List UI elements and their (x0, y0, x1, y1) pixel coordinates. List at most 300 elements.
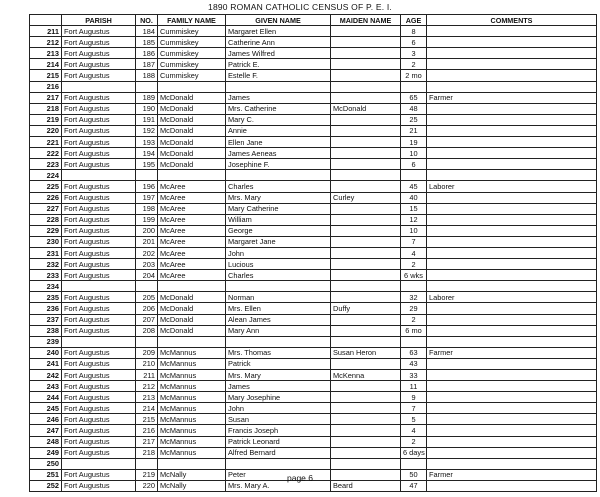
cell-age: 48 (401, 103, 427, 114)
table-row (30, 92, 597, 103)
cell-given-name: Alean James (226, 314, 331, 325)
cell-age: 6 wks (401, 270, 427, 281)
cell-family-name: Cummiskey (158, 26, 226, 37)
table-row (30, 59, 597, 70)
cell-given-name: Josephine F. (226, 159, 331, 170)
cell-family-name: McDonald (158, 137, 226, 148)
cell-comments (427, 159, 597, 170)
cell-number: 195 (136, 159, 158, 170)
cell-age: 63 (401, 347, 427, 358)
cell-maiden-name: Curley (331, 192, 401, 203)
cell-number: 211 (136, 370, 158, 381)
cell-maiden-name (331, 81, 401, 92)
cell-given-name: Lucious (226, 259, 331, 270)
cell-line-number: 246 (30, 414, 62, 425)
cell-maiden-name (331, 125, 401, 136)
cell-number: 215 (136, 414, 158, 425)
cell-line-number: 233 (30, 270, 62, 281)
table-row (30, 270, 597, 281)
table-row (30, 381, 597, 392)
cell-number: 194 (136, 148, 158, 159)
table-row (30, 458, 597, 469)
cell-maiden-name (331, 225, 401, 236)
cell-parish: Fort Augustus (62, 347, 136, 358)
cell-parish: Fort Augustus (62, 314, 136, 325)
table-row (30, 303, 597, 314)
cell-given-name: Patrick (226, 358, 331, 369)
cell-parish: Fort Augustus (62, 203, 136, 214)
cell-parish: Fort Augustus (62, 103, 136, 114)
cell-age: 2 (401, 259, 427, 270)
cell-given-name: James (226, 381, 331, 392)
cell-line-number: 211 (30, 26, 62, 37)
cell-number: 200 (136, 225, 158, 236)
cell-parish: Fort Augustus (62, 270, 136, 281)
cell-comments (427, 314, 597, 325)
cell-maiden-name (331, 59, 401, 70)
cell-comments (427, 148, 597, 159)
cell-line-number: 237 (30, 314, 62, 325)
column-header-maiden-name: MAIDEN NAME (331, 15, 401, 26)
cell-parish: Fort Augustus (62, 159, 136, 170)
cell-age: 6 (401, 159, 427, 170)
cell-given-name: Mary Catherine (226, 203, 331, 214)
cell-parish: Fort Augustus (62, 447, 136, 458)
cell-age: 11 (401, 381, 427, 392)
table-row (30, 114, 597, 125)
cell-number: 206 (136, 303, 158, 314)
cell-parish: Fort Augustus (62, 303, 136, 314)
cell-given-name (226, 81, 331, 92)
cell-family-name: McDonald (158, 114, 226, 125)
cell-number: 203 (136, 259, 158, 270)
cell-parish: Fort Augustus (62, 125, 136, 136)
cell-age: 7 (401, 236, 427, 247)
cell-age: 6 mo (401, 325, 427, 336)
cell-number: 188 (136, 70, 158, 81)
table-row (30, 137, 597, 148)
cell-family-name: McAree (158, 181, 226, 192)
cell-line-number: 238 (30, 325, 62, 336)
cell-maiden-name (331, 392, 401, 403)
cell-given-name: Patrick E. (226, 59, 331, 70)
cell-family-name: McAree (158, 203, 226, 214)
cell-given-name: Mrs. Mary A. (226, 480, 331, 491)
cell-family-name: Cummiskey (158, 37, 226, 48)
cell-family-name: McMannus (158, 347, 226, 358)
cell-maiden-name (331, 259, 401, 270)
cell-maiden-name (331, 325, 401, 336)
cell-comments: Farmer (427, 347, 597, 358)
cell-comments (427, 70, 597, 81)
table-row (30, 436, 597, 447)
cell-family-name: McMannus (158, 414, 226, 425)
column-header-family-name: FAMILY NAME (158, 15, 226, 26)
cell-parish: Fort Augustus (62, 414, 136, 425)
cell-family-name: McDonald (158, 103, 226, 114)
cell-maiden-name (331, 236, 401, 247)
table-row (30, 414, 597, 425)
cell-line-number: 223 (30, 159, 62, 170)
cell-comments (427, 303, 597, 314)
cell-parish: Fort Augustus (62, 148, 136, 159)
cell-comments: Farmer (427, 469, 597, 480)
cell-parish: Fort Augustus (62, 48, 136, 59)
cell-line-number: 213 (30, 48, 62, 59)
cell-comments (427, 436, 597, 447)
cell-number: 204 (136, 270, 158, 281)
header-row (30, 15, 597, 26)
cell-given-name: Ellen Jane (226, 137, 331, 148)
cell-parish: Fort Augustus (62, 469, 136, 480)
cell-family-name: McMannus (158, 403, 226, 414)
cell-number: 190 (136, 103, 158, 114)
cell-number: 185 (136, 37, 158, 48)
cell-given-name: William (226, 214, 331, 225)
cell-given-name: Peter (226, 469, 331, 480)
census-body (30, 26, 597, 492)
cell-number: 208 (136, 325, 158, 336)
cell-line-number: 226 (30, 192, 62, 203)
cell-number: 219 (136, 469, 158, 480)
cell-given-name: Margaret Jane (226, 236, 331, 247)
cell-number: 189 (136, 92, 158, 103)
cell-maiden-name (331, 92, 401, 103)
cell-number: 218 (136, 447, 158, 458)
cell-line-number: 224 (30, 170, 62, 181)
cell-line-number: 214 (30, 59, 62, 70)
cell-age: 10 (401, 148, 427, 159)
cell-comments: Laborer (427, 292, 597, 303)
table-row (30, 103, 597, 114)
cell-given-name: Susan (226, 414, 331, 425)
cell-given-name: Mary C. (226, 114, 331, 125)
cell-number: 184 (136, 26, 158, 37)
cell-comments (427, 259, 597, 270)
cell-family-name: McMannus (158, 425, 226, 436)
cell-comments (427, 203, 597, 214)
cell-given-name: Charles (226, 181, 331, 192)
cell-family-name: Cummiskey (158, 59, 226, 70)
cell-parish: Fort Augustus (62, 403, 136, 414)
cell-parish: Fort Augustus (62, 192, 136, 203)
cell-maiden-name (331, 48, 401, 59)
cell-age: 43 (401, 358, 427, 369)
cell-parish: Fort Augustus (62, 292, 136, 303)
cell-age (401, 81, 427, 92)
cell-family-name: McAree (158, 236, 226, 247)
cell-number: 212 (136, 381, 158, 392)
cell-parish: Fort Augustus (62, 114, 136, 125)
cell-family-name: McAree (158, 247, 226, 258)
cell-number (136, 170, 158, 181)
cell-age: 6 days (401, 447, 427, 458)
table-row (30, 292, 597, 303)
cell-maiden-name (331, 425, 401, 436)
cell-age: 65 (401, 92, 427, 103)
column-header-no: NO. (136, 15, 158, 26)
cell-parish: Fort Augustus (62, 26, 136, 37)
cell-given-name: Patrick Leonard (226, 436, 331, 447)
cell-family-name: McMannus (158, 370, 226, 381)
cell-parish (62, 81, 136, 92)
cell-maiden-name (331, 203, 401, 214)
cell-comments (427, 458, 597, 469)
cell-parish: Fort Augustus (62, 259, 136, 270)
cell-maiden-name: Susan Heron (331, 347, 401, 358)
cell-number (136, 281, 158, 292)
page-title: 1890 ROMAN CATHOLIC CENSUS OF P. E. I. (208, 2, 392, 12)
cell-line-number: 230 (30, 236, 62, 247)
cell-line-number: 227 (30, 203, 62, 214)
cell-given-name: Norman (226, 292, 331, 303)
cell-number: 199 (136, 214, 158, 225)
cell-line-number: 221 (30, 137, 62, 148)
cell-age: 9 (401, 392, 427, 403)
cell-comments (427, 370, 597, 381)
cell-parish: Fort Augustus (62, 325, 136, 336)
cell-given-name: Mrs. Catherine (226, 103, 331, 114)
cell-line-number: 236 (30, 303, 62, 314)
table-row (30, 425, 597, 436)
cell-parish: Fort Augustus (62, 370, 136, 381)
cell-age: 2 (401, 436, 427, 447)
table-row (30, 48, 597, 59)
cell-comments (427, 59, 597, 70)
cell-family-name: McDonald (158, 292, 226, 303)
table-row (30, 336, 597, 347)
cell-maiden-name (331, 70, 401, 81)
cell-age: 2 (401, 59, 427, 70)
cell-number: 193 (136, 137, 158, 148)
cell-comments (427, 236, 597, 247)
cell-family-name (158, 281, 226, 292)
cell-line-number: 232 (30, 259, 62, 270)
column-header-comments: COMMENTS (427, 15, 597, 26)
cell-line-number: 229 (30, 225, 62, 236)
cell-maiden-name (331, 181, 401, 192)
cell-age (401, 336, 427, 347)
table-row (30, 281, 597, 292)
cell-given-name: Mary Ann (226, 325, 331, 336)
cell-line-number: 245 (30, 403, 62, 414)
cell-given-name: Mrs. Mary (226, 192, 331, 203)
cell-line-number: 215 (30, 70, 62, 81)
cell-given-name: Margaret Ellen (226, 26, 331, 37)
cell-comments (427, 81, 597, 92)
cell-comments: Farmer (427, 92, 597, 103)
cell-family-name: McMannus (158, 392, 226, 403)
table-row (30, 358, 597, 369)
cell-line-number: 247 (30, 425, 62, 436)
cell-given-name (226, 281, 331, 292)
page-number: page 6 (287, 473, 313, 483)
cell-comments (427, 281, 597, 292)
cell-age: 47 (401, 480, 427, 491)
cell-maiden-name: Duffy (331, 303, 401, 314)
cell-family-name: McMannus (158, 436, 226, 447)
table-row (30, 325, 597, 336)
cell-maiden-name (331, 447, 401, 458)
table-row (30, 236, 597, 247)
cell-comments (427, 26, 597, 37)
cell-maiden-name (331, 26, 401, 37)
cell-maiden-name (331, 458, 401, 469)
cell-comments (427, 325, 597, 336)
cell-comments: Laborer (427, 181, 597, 192)
cell-comments (427, 270, 597, 281)
cell-number: 220 (136, 480, 158, 491)
cell-line-number: 252 (30, 480, 62, 491)
cell-family-name: McDonald (158, 159, 226, 170)
cell-line-number: 228 (30, 214, 62, 225)
cell-comments (427, 392, 597, 403)
cell-given-name: James Aeneas (226, 148, 331, 159)
cell-parish: Fort Augustus (62, 381, 136, 392)
cell-parish: Fort Augustus (62, 436, 136, 447)
table-row (30, 192, 597, 203)
cell-age: 12 (401, 214, 427, 225)
cell-given-name: George (226, 225, 331, 236)
cell-parish: Fort Augustus (62, 392, 136, 403)
cell-line-number: 241 (30, 358, 62, 369)
cell-parish: Fort Augustus (62, 236, 136, 247)
cell-age: 4 (401, 247, 427, 258)
table-row (30, 181, 597, 192)
cell-age: 21 (401, 125, 427, 136)
cell-parish: Fort Augustus (62, 480, 136, 491)
cell-family-name: McMannus (158, 447, 226, 458)
cell-maiden-name (331, 336, 401, 347)
table-row (30, 347, 597, 358)
cell-maiden-name (331, 403, 401, 414)
cell-family-name: Cummiskey (158, 70, 226, 81)
cell-maiden-name (331, 436, 401, 447)
cell-family-name: McAree (158, 259, 226, 270)
cell-age: 2 mo (401, 70, 427, 81)
cell-family-name: McAree (158, 192, 226, 203)
cell-age: 50 (401, 469, 427, 480)
cell-comments (427, 170, 597, 181)
cell-age: 40 (401, 192, 427, 203)
cell-line-number: 220 (30, 125, 62, 136)
cell-comments (427, 192, 597, 203)
cell-number: 198 (136, 203, 158, 214)
cell-line-number: 243 (30, 381, 62, 392)
cell-line-number: 217 (30, 92, 62, 103)
cell-parish: Fort Augustus (62, 425, 136, 436)
cell-line-number: 240 (30, 347, 62, 358)
cell-age: 10 (401, 225, 427, 236)
cell-given-name: Mrs. Thomas (226, 347, 331, 358)
cell-family-name: McDonald (158, 148, 226, 159)
cell-comments (427, 37, 597, 48)
cell-line-number: 219 (30, 114, 62, 125)
cell-comments (427, 225, 597, 236)
cell-family-name: McDonald (158, 325, 226, 336)
cell-family-name (158, 170, 226, 181)
cell-line-number: 216 (30, 81, 62, 92)
cell-age: 7 (401, 403, 427, 414)
cell-family-name: McDonald (158, 303, 226, 314)
cell-age: 25 (401, 114, 427, 125)
cell-age: 29 (401, 303, 427, 314)
table-row (30, 314, 597, 325)
cell-number (136, 81, 158, 92)
cell-given-name: Annie (226, 125, 331, 136)
cell-parish (62, 281, 136, 292)
cell-maiden-name (331, 414, 401, 425)
cell-maiden-name (331, 159, 401, 170)
cell-given-name: Mrs. Ellen (226, 303, 331, 314)
cell-given-name: John (226, 247, 331, 258)
cell-maiden-name (331, 114, 401, 125)
cell-number: 191 (136, 114, 158, 125)
cell-line-number: 235 (30, 292, 62, 303)
table-row (30, 125, 597, 136)
cell-number: 209 (136, 347, 158, 358)
cell-given-name: Mrs. Mary (226, 370, 331, 381)
cell-age: 8 (401, 26, 427, 37)
cell-comments (427, 125, 597, 136)
cell-maiden-name: McDonald (331, 103, 401, 114)
cell-line-number: 249 (30, 447, 62, 458)
column-header-parish: PARISH (62, 15, 136, 26)
cell-comments (427, 358, 597, 369)
cell-line-number: 218 (30, 103, 62, 114)
cell-family-name (158, 81, 226, 92)
cell-comments (427, 247, 597, 258)
table-row (30, 159, 597, 170)
cell-maiden-name (331, 214, 401, 225)
table-row (30, 259, 597, 270)
cell-line-number: 250 (30, 458, 62, 469)
cell-number: 186 (136, 48, 158, 59)
cell-maiden-name: McKenna (331, 370, 401, 381)
cell-comments (427, 114, 597, 125)
cell-parish: Fort Augustus (62, 59, 136, 70)
cell-maiden-name (331, 247, 401, 258)
cell-parish: Fort Augustus (62, 358, 136, 369)
cell-family-name: Cummiskey (158, 48, 226, 59)
column-header-given-name: GIVEN NAME (226, 15, 331, 26)
cell-given-name: James Wilfred (226, 48, 331, 59)
cell-given-name: Francis Joseph (226, 425, 331, 436)
cell-maiden-name (331, 37, 401, 48)
cell-family-name: McAree (158, 214, 226, 225)
table-row (30, 392, 597, 403)
cell-parish (62, 458, 136, 469)
cell-family-name: McDonald (158, 92, 226, 103)
cell-maiden-name (331, 281, 401, 292)
census-table (29, 14, 597, 492)
cell-parish: Fort Augustus (62, 214, 136, 225)
cell-number (136, 458, 158, 469)
cell-given-name (226, 336, 331, 347)
cell-number: 196 (136, 181, 158, 192)
table-row (30, 70, 597, 81)
cell-age (401, 458, 427, 469)
cell-maiden-name: Beard (331, 480, 401, 491)
cell-age: 5 (401, 414, 427, 425)
table-row (30, 170, 597, 181)
cell-given-name (226, 458, 331, 469)
cell-parish: Fort Augustus (62, 247, 136, 258)
cell-comments (427, 336, 597, 347)
cell-line-number: 244 (30, 392, 62, 403)
cell-number: 205 (136, 292, 158, 303)
cell-maiden-name (331, 270, 401, 281)
